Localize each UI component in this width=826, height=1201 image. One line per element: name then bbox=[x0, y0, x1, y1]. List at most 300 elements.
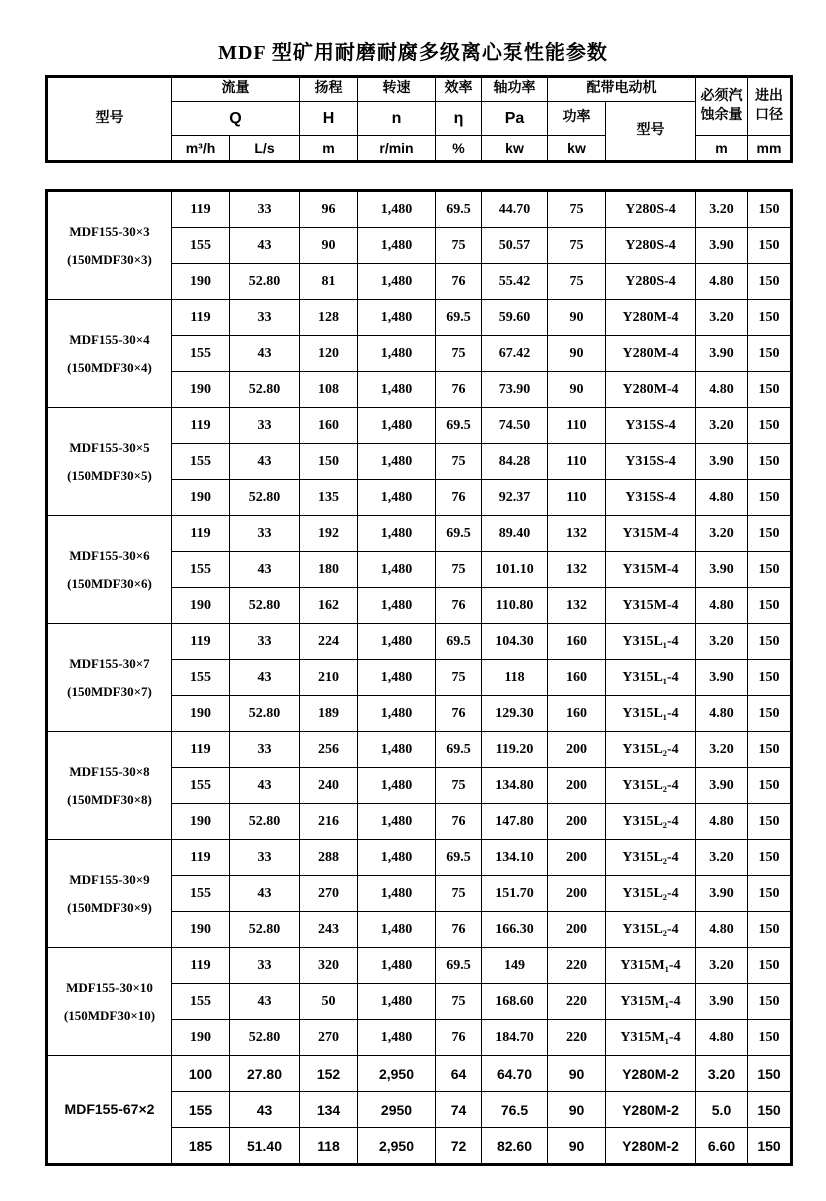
pump-model-line: MDF155-30×3 bbox=[69, 224, 150, 240]
cell: 190 bbox=[172, 480, 230, 516]
cell: 190 bbox=[172, 696, 230, 732]
cell: 43 bbox=[230, 660, 300, 696]
cell: 150 bbox=[748, 516, 792, 552]
cell: 162 bbox=[300, 588, 358, 624]
pump-model-line: (150MDF30×3) bbox=[67, 251, 152, 267]
cell: 1,480 bbox=[358, 444, 436, 480]
cell: 190 bbox=[172, 804, 230, 840]
cell: Y315L₂-4 bbox=[606, 912, 696, 948]
cell: Y315M-4 bbox=[606, 588, 696, 624]
cell: 132 bbox=[548, 588, 606, 624]
cell: 1,480 bbox=[358, 372, 436, 408]
cell: Y315M-4 bbox=[606, 516, 696, 552]
cell: 3.90 bbox=[696, 984, 748, 1020]
pump-model-line: (150MDF30×10) bbox=[63, 1007, 156, 1023]
cell: Y315L₂-4 bbox=[606, 768, 696, 804]
pump-model-line: (150MDF30×9) bbox=[67, 899, 152, 915]
cell: 4.80 bbox=[696, 480, 748, 516]
cell: Y280M-4 bbox=[606, 336, 696, 372]
cell: 69.5 bbox=[436, 948, 482, 984]
cell: 75 bbox=[436, 444, 482, 480]
header-efficiency-symbol: η bbox=[436, 102, 482, 136]
cell: 1,480 bbox=[358, 840, 436, 876]
header-shaft-power: 轴功率 bbox=[482, 77, 548, 102]
cell: 64 bbox=[436, 1056, 482, 1092]
cell: Y315L₁-4 bbox=[606, 660, 696, 696]
cell: 220 bbox=[548, 984, 606, 1020]
cell: 69.5 bbox=[436, 732, 482, 768]
cell: Y315L₁-4 bbox=[606, 696, 696, 732]
cell: 75 bbox=[436, 876, 482, 912]
cell: 3.90 bbox=[696, 876, 748, 912]
header-speed-symbol: n bbox=[358, 102, 436, 136]
cell: 90 bbox=[548, 372, 606, 408]
cell: Y280M-2 bbox=[606, 1128, 696, 1165]
cell: 108 bbox=[300, 372, 358, 408]
cell: 44.70 bbox=[482, 191, 548, 228]
pump-model-line: MDF155-30×8 bbox=[69, 764, 150, 780]
cell: 51.40 bbox=[230, 1128, 300, 1165]
header-row-labels bbox=[47, 77, 792, 102]
cell: 3.90 bbox=[696, 660, 748, 696]
cell: 190 bbox=[172, 372, 230, 408]
header-unit-port-mm: mm bbox=[748, 136, 792, 162]
cell: 4.80 bbox=[696, 696, 748, 732]
cell: Y315S-4 bbox=[606, 408, 696, 444]
header-model: 型号 bbox=[47, 77, 172, 162]
cell: 134.10 bbox=[482, 840, 548, 876]
cell: 210 bbox=[300, 660, 358, 696]
cell: 27.80 bbox=[230, 1056, 300, 1092]
cell: 160 bbox=[300, 408, 358, 444]
header-unit-m: m bbox=[300, 136, 358, 162]
pump-model-line: MDF155-67×2 bbox=[64, 1100, 155, 1117]
cell: 150 bbox=[748, 372, 792, 408]
cell: Y315S-4 bbox=[606, 480, 696, 516]
cell: 150 bbox=[748, 1092, 792, 1128]
cell: 1,480 bbox=[358, 660, 436, 696]
cell: Y315M₁-4 bbox=[606, 948, 696, 984]
cell: 152 bbox=[300, 1056, 358, 1092]
cell: 1,480 bbox=[358, 948, 436, 984]
cell: 134.80 bbox=[482, 768, 548, 804]
cell: 4.80 bbox=[696, 372, 748, 408]
cell: 90 bbox=[548, 300, 606, 336]
pump-model-cell bbox=[47, 840, 172, 948]
cell: 69.5 bbox=[436, 191, 482, 228]
cell: 128 bbox=[300, 300, 358, 336]
cell: 69.5 bbox=[436, 516, 482, 552]
cell: 288 bbox=[300, 840, 358, 876]
cell: 52.80 bbox=[230, 264, 300, 300]
cell: 1,480 bbox=[358, 912, 436, 948]
cell: 92.37 bbox=[482, 480, 548, 516]
cell: Y280S-4 bbox=[606, 264, 696, 300]
cell: 73.90 bbox=[482, 372, 548, 408]
pump-model-cell bbox=[47, 516, 172, 624]
cell: 33 bbox=[230, 516, 300, 552]
cell: 52.80 bbox=[230, 588, 300, 624]
cell: 155 bbox=[172, 444, 230, 480]
cell: 150 bbox=[748, 1056, 792, 1092]
cell: 4.80 bbox=[696, 264, 748, 300]
cell: 90 bbox=[548, 336, 606, 372]
cell: 132 bbox=[548, 552, 606, 588]
cell: 43 bbox=[230, 984, 300, 1020]
cell: 52.80 bbox=[230, 696, 300, 732]
cell: 3.90 bbox=[696, 444, 748, 480]
cell: 52.80 bbox=[230, 1020, 300, 1056]
cell: 75 bbox=[548, 191, 606, 228]
table-row bbox=[47, 191, 792, 228]
cell: 82.60 bbox=[482, 1128, 548, 1165]
cell: 155 bbox=[172, 336, 230, 372]
cell: 33 bbox=[230, 191, 300, 228]
cell: Y280S-4 bbox=[606, 191, 696, 228]
cell: 74.50 bbox=[482, 408, 548, 444]
cell: 243 bbox=[300, 912, 358, 948]
cell: 240 bbox=[300, 768, 358, 804]
pump-model-cell bbox=[47, 300, 172, 408]
cell: Y280M-4 bbox=[606, 300, 696, 336]
cell: 50 bbox=[300, 984, 358, 1020]
cell: 76 bbox=[436, 696, 482, 732]
cell: 52.80 bbox=[230, 480, 300, 516]
header-motor-power: 功率 bbox=[548, 102, 606, 136]
cell: 200 bbox=[548, 840, 606, 876]
header-npsh-line1: 必须汽 bbox=[700, 88, 743, 104]
pump-model-line: (150MDF30×8) bbox=[67, 791, 152, 807]
document-page bbox=[0, 36, 826, 1166]
cell: 76 bbox=[436, 804, 482, 840]
cell: 90 bbox=[548, 1056, 606, 1092]
cell: 33 bbox=[230, 300, 300, 336]
cell: 3.20 bbox=[696, 840, 748, 876]
cell: 3.90 bbox=[696, 768, 748, 804]
cell: 119 bbox=[172, 300, 230, 336]
pump-model-line: (150MDF30×7) bbox=[67, 683, 152, 699]
pump-group bbox=[47, 408, 792, 516]
pump-model-line: MDF155-30×5 bbox=[69, 440, 150, 456]
pump-group bbox=[47, 732, 792, 840]
cell: 1,480 bbox=[358, 516, 436, 552]
pump-model-line: MDF155-30×10 bbox=[66, 980, 153, 996]
cell: 150 bbox=[748, 912, 792, 948]
header-speed: 转速 bbox=[358, 77, 436, 102]
cell: 155 bbox=[172, 1092, 230, 1128]
cell: 52.80 bbox=[230, 912, 300, 948]
header-unit-rmin: r/min bbox=[358, 136, 436, 162]
cell: 52.80 bbox=[230, 372, 300, 408]
cell: 155 bbox=[172, 984, 230, 1020]
cell: 90 bbox=[300, 228, 358, 264]
cell: 43 bbox=[230, 228, 300, 264]
cell: 43 bbox=[230, 768, 300, 804]
cell: 3.90 bbox=[696, 228, 748, 264]
pump-group bbox=[47, 948, 792, 1056]
cell: 150 bbox=[748, 840, 792, 876]
cell: 150 bbox=[748, 588, 792, 624]
cell: 75 bbox=[436, 552, 482, 588]
cell: 119 bbox=[172, 948, 230, 984]
header-shaft-power-symbol: Pa bbox=[482, 102, 548, 136]
cell: 52.80 bbox=[230, 804, 300, 840]
cell: Y315L₂-4 bbox=[606, 876, 696, 912]
table-row bbox=[47, 408, 792, 444]
cell: 1,480 bbox=[358, 300, 436, 336]
cell: 1,480 bbox=[358, 696, 436, 732]
pump-model-cell bbox=[47, 408, 172, 516]
cell: 3.20 bbox=[696, 516, 748, 552]
cell: 150 bbox=[748, 228, 792, 264]
cell: 1,480 bbox=[358, 768, 436, 804]
table-row bbox=[47, 624, 792, 660]
pump-model-line: (150MDF30×6) bbox=[67, 575, 152, 591]
header-head-symbol: H bbox=[300, 102, 358, 136]
pump-group bbox=[47, 624, 792, 732]
cell: Y315L₂-4 bbox=[606, 840, 696, 876]
cell: 189 bbox=[300, 696, 358, 732]
header-unit-kw-motor: kw bbox=[548, 136, 606, 162]
pump-group bbox=[47, 1056, 792, 1165]
cell: 43 bbox=[230, 1092, 300, 1128]
table-row bbox=[47, 300, 792, 336]
header-unit-kw-shaft: kw bbox=[482, 136, 548, 162]
cell: 135 bbox=[300, 480, 358, 516]
cell: 75 bbox=[436, 228, 482, 264]
cell: Y315M₁-4 bbox=[606, 1020, 696, 1056]
cell: 75 bbox=[436, 660, 482, 696]
cell: 119 bbox=[172, 408, 230, 444]
cell: 75 bbox=[436, 336, 482, 372]
cell: 150 bbox=[748, 1128, 792, 1165]
cell: 147.80 bbox=[482, 804, 548, 840]
cell: 150 bbox=[748, 552, 792, 588]
cell: 76 bbox=[436, 1020, 482, 1056]
page-title: MDF 型矿用耐磨耐腐多级离心泵性能参数 bbox=[218, 42, 608, 64]
cell: 160 bbox=[548, 696, 606, 732]
cell: 160 bbox=[548, 660, 606, 696]
cell: 64.70 bbox=[482, 1056, 548, 1092]
cell: 200 bbox=[548, 804, 606, 840]
cell: 129.30 bbox=[482, 696, 548, 732]
cell: 151.70 bbox=[482, 876, 548, 912]
header-unit-ls: L/s bbox=[230, 136, 300, 162]
cell: 166.30 bbox=[482, 912, 548, 948]
pump-model-line: MDF155-30×9 bbox=[69, 872, 150, 888]
header-motor: 配带电动机 bbox=[548, 77, 696, 102]
cell: 43 bbox=[230, 876, 300, 912]
table-row bbox=[47, 516, 792, 552]
cell: 3.20 bbox=[696, 300, 748, 336]
cell: 150 bbox=[748, 1020, 792, 1056]
header-table bbox=[45, 75, 793, 163]
cell: 150 bbox=[300, 444, 358, 480]
cell: Y315M₁-4 bbox=[606, 984, 696, 1020]
cell: 118 bbox=[482, 660, 548, 696]
cell: 2,950 bbox=[358, 1056, 436, 1092]
cell: 200 bbox=[548, 912, 606, 948]
cell: 1,480 bbox=[358, 984, 436, 1020]
cell: 96 bbox=[300, 191, 358, 228]
cell: 2,950 bbox=[358, 1128, 436, 1165]
cell: 155 bbox=[172, 876, 230, 912]
cell: 120 bbox=[300, 336, 358, 372]
cell: 180 bbox=[300, 552, 358, 588]
cell: 67.42 bbox=[482, 336, 548, 372]
cell: Y315L₂-4 bbox=[606, 732, 696, 768]
cell: 150 bbox=[748, 336, 792, 372]
cell: 101.10 bbox=[482, 552, 548, 588]
cell: 69.5 bbox=[436, 408, 482, 444]
cell: 150 bbox=[748, 804, 792, 840]
header-unit-npsh-m: m bbox=[696, 136, 748, 162]
cell: 90 bbox=[548, 1128, 606, 1165]
cell: 1,480 bbox=[358, 480, 436, 516]
cell: Y280M-2 bbox=[606, 1092, 696, 1128]
cell: 1,480 bbox=[358, 804, 436, 840]
cell: 192 bbox=[300, 516, 358, 552]
cell: 3.20 bbox=[696, 408, 748, 444]
cell: 3.20 bbox=[696, 732, 748, 768]
cell: 3.20 bbox=[696, 1056, 748, 1092]
cell: 75 bbox=[436, 984, 482, 1020]
cell: 149 bbox=[482, 948, 548, 984]
cell: 43 bbox=[230, 552, 300, 588]
cell: 100 bbox=[172, 1056, 230, 1092]
cell: 84.28 bbox=[482, 444, 548, 480]
cell: 200 bbox=[548, 768, 606, 804]
cell: 50.57 bbox=[482, 228, 548, 264]
cell: 4.80 bbox=[696, 1020, 748, 1056]
pump-model-cell bbox=[47, 1056, 172, 1165]
cell: Y280M-4 bbox=[606, 372, 696, 408]
pump-model-cell bbox=[47, 624, 172, 732]
cell: 256 bbox=[300, 732, 358, 768]
cell: 43 bbox=[230, 336, 300, 372]
header-port-line2: 口径 bbox=[755, 107, 783, 123]
cell: 1,480 bbox=[358, 336, 436, 372]
header-unit-m3h: m³/h bbox=[172, 136, 230, 162]
cell: 1,480 bbox=[358, 191, 436, 228]
cell: 6.60 bbox=[696, 1128, 748, 1165]
cell: 320 bbox=[300, 948, 358, 984]
pump-group bbox=[47, 300, 792, 408]
cell: 134 bbox=[300, 1092, 358, 1128]
cell: 90 bbox=[548, 1092, 606, 1128]
cell: 75 bbox=[548, 228, 606, 264]
cell: 76 bbox=[436, 480, 482, 516]
cell: 76.5 bbox=[482, 1092, 548, 1128]
cell: 150 bbox=[748, 696, 792, 732]
cell: 185 bbox=[172, 1128, 230, 1165]
cell: 150 bbox=[748, 444, 792, 480]
cell: 4.80 bbox=[696, 588, 748, 624]
cell: 3.90 bbox=[696, 336, 748, 372]
cell: 3.20 bbox=[696, 948, 748, 984]
cell: 2950 bbox=[358, 1092, 436, 1128]
pump-group bbox=[47, 516, 792, 624]
pump-model-line: (150MDF30×5) bbox=[67, 467, 152, 483]
cell: 190 bbox=[172, 264, 230, 300]
cell: 220 bbox=[548, 1020, 606, 1056]
cell: 104.30 bbox=[482, 624, 548, 660]
cell: 150 bbox=[748, 660, 792, 696]
cell: 33 bbox=[230, 732, 300, 768]
cell: Y315L₁-4 bbox=[606, 624, 696, 660]
cell: 119 bbox=[172, 624, 230, 660]
cell: 150 bbox=[748, 768, 792, 804]
table-row bbox=[47, 732, 792, 768]
cell: 224 bbox=[300, 624, 358, 660]
cell: 110.80 bbox=[482, 588, 548, 624]
cell: 150 bbox=[748, 264, 792, 300]
cell: Y315L₂-4 bbox=[606, 804, 696, 840]
cell: 119 bbox=[172, 516, 230, 552]
cell: 155 bbox=[172, 660, 230, 696]
cell: 1,480 bbox=[358, 732, 436, 768]
cell: 119 bbox=[172, 191, 230, 228]
header-npsh-line2: 蚀余量 bbox=[700, 107, 743, 123]
cell: 33 bbox=[230, 624, 300, 660]
cell: 150 bbox=[748, 876, 792, 912]
cell: Y315S-4 bbox=[606, 444, 696, 480]
cell: 43 bbox=[230, 444, 300, 480]
cell: 150 bbox=[748, 624, 792, 660]
cell: 119 bbox=[172, 732, 230, 768]
cell: 200 bbox=[548, 732, 606, 768]
cell: 110 bbox=[548, 480, 606, 516]
header-flow: 流量 bbox=[172, 77, 300, 102]
cell: 5.0 bbox=[696, 1092, 748, 1128]
table-row bbox=[47, 1056, 792, 1092]
cell: 150 bbox=[748, 300, 792, 336]
cell: 75 bbox=[436, 768, 482, 804]
header-npsh bbox=[696, 77, 748, 136]
cell: 1,480 bbox=[358, 264, 436, 300]
cell: 76 bbox=[436, 912, 482, 948]
cell: 220 bbox=[548, 948, 606, 984]
body-table bbox=[45, 189, 793, 1166]
cell: 3.20 bbox=[696, 191, 748, 228]
cell: 74 bbox=[436, 1092, 482, 1128]
cell: 1,480 bbox=[358, 228, 436, 264]
pump-model-cell bbox=[47, 191, 172, 300]
pump-model-cell bbox=[47, 732, 172, 840]
cell: 75 bbox=[548, 264, 606, 300]
cell: 1,480 bbox=[358, 552, 436, 588]
cell: 270 bbox=[300, 876, 358, 912]
cell: 69.5 bbox=[436, 624, 482, 660]
cell: 89.40 bbox=[482, 516, 548, 552]
cell: 81 bbox=[300, 264, 358, 300]
cell: 132 bbox=[548, 516, 606, 552]
cell: 150 bbox=[748, 732, 792, 768]
cell: 150 bbox=[748, 480, 792, 516]
cell: 1,480 bbox=[358, 408, 436, 444]
header-flow-symbol: Q bbox=[172, 102, 300, 136]
cell: 150 bbox=[748, 948, 792, 984]
cell: Y280S-4 bbox=[606, 228, 696, 264]
cell: 118 bbox=[300, 1128, 358, 1165]
cell: 3.20 bbox=[696, 624, 748, 660]
cell: 4.80 bbox=[696, 912, 748, 948]
cell: 69.5 bbox=[436, 840, 482, 876]
cell: 33 bbox=[230, 948, 300, 984]
cell: 3.90 bbox=[696, 552, 748, 588]
cell: 1,480 bbox=[358, 1020, 436, 1056]
cell: 150 bbox=[748, 984, 792, 1020]
